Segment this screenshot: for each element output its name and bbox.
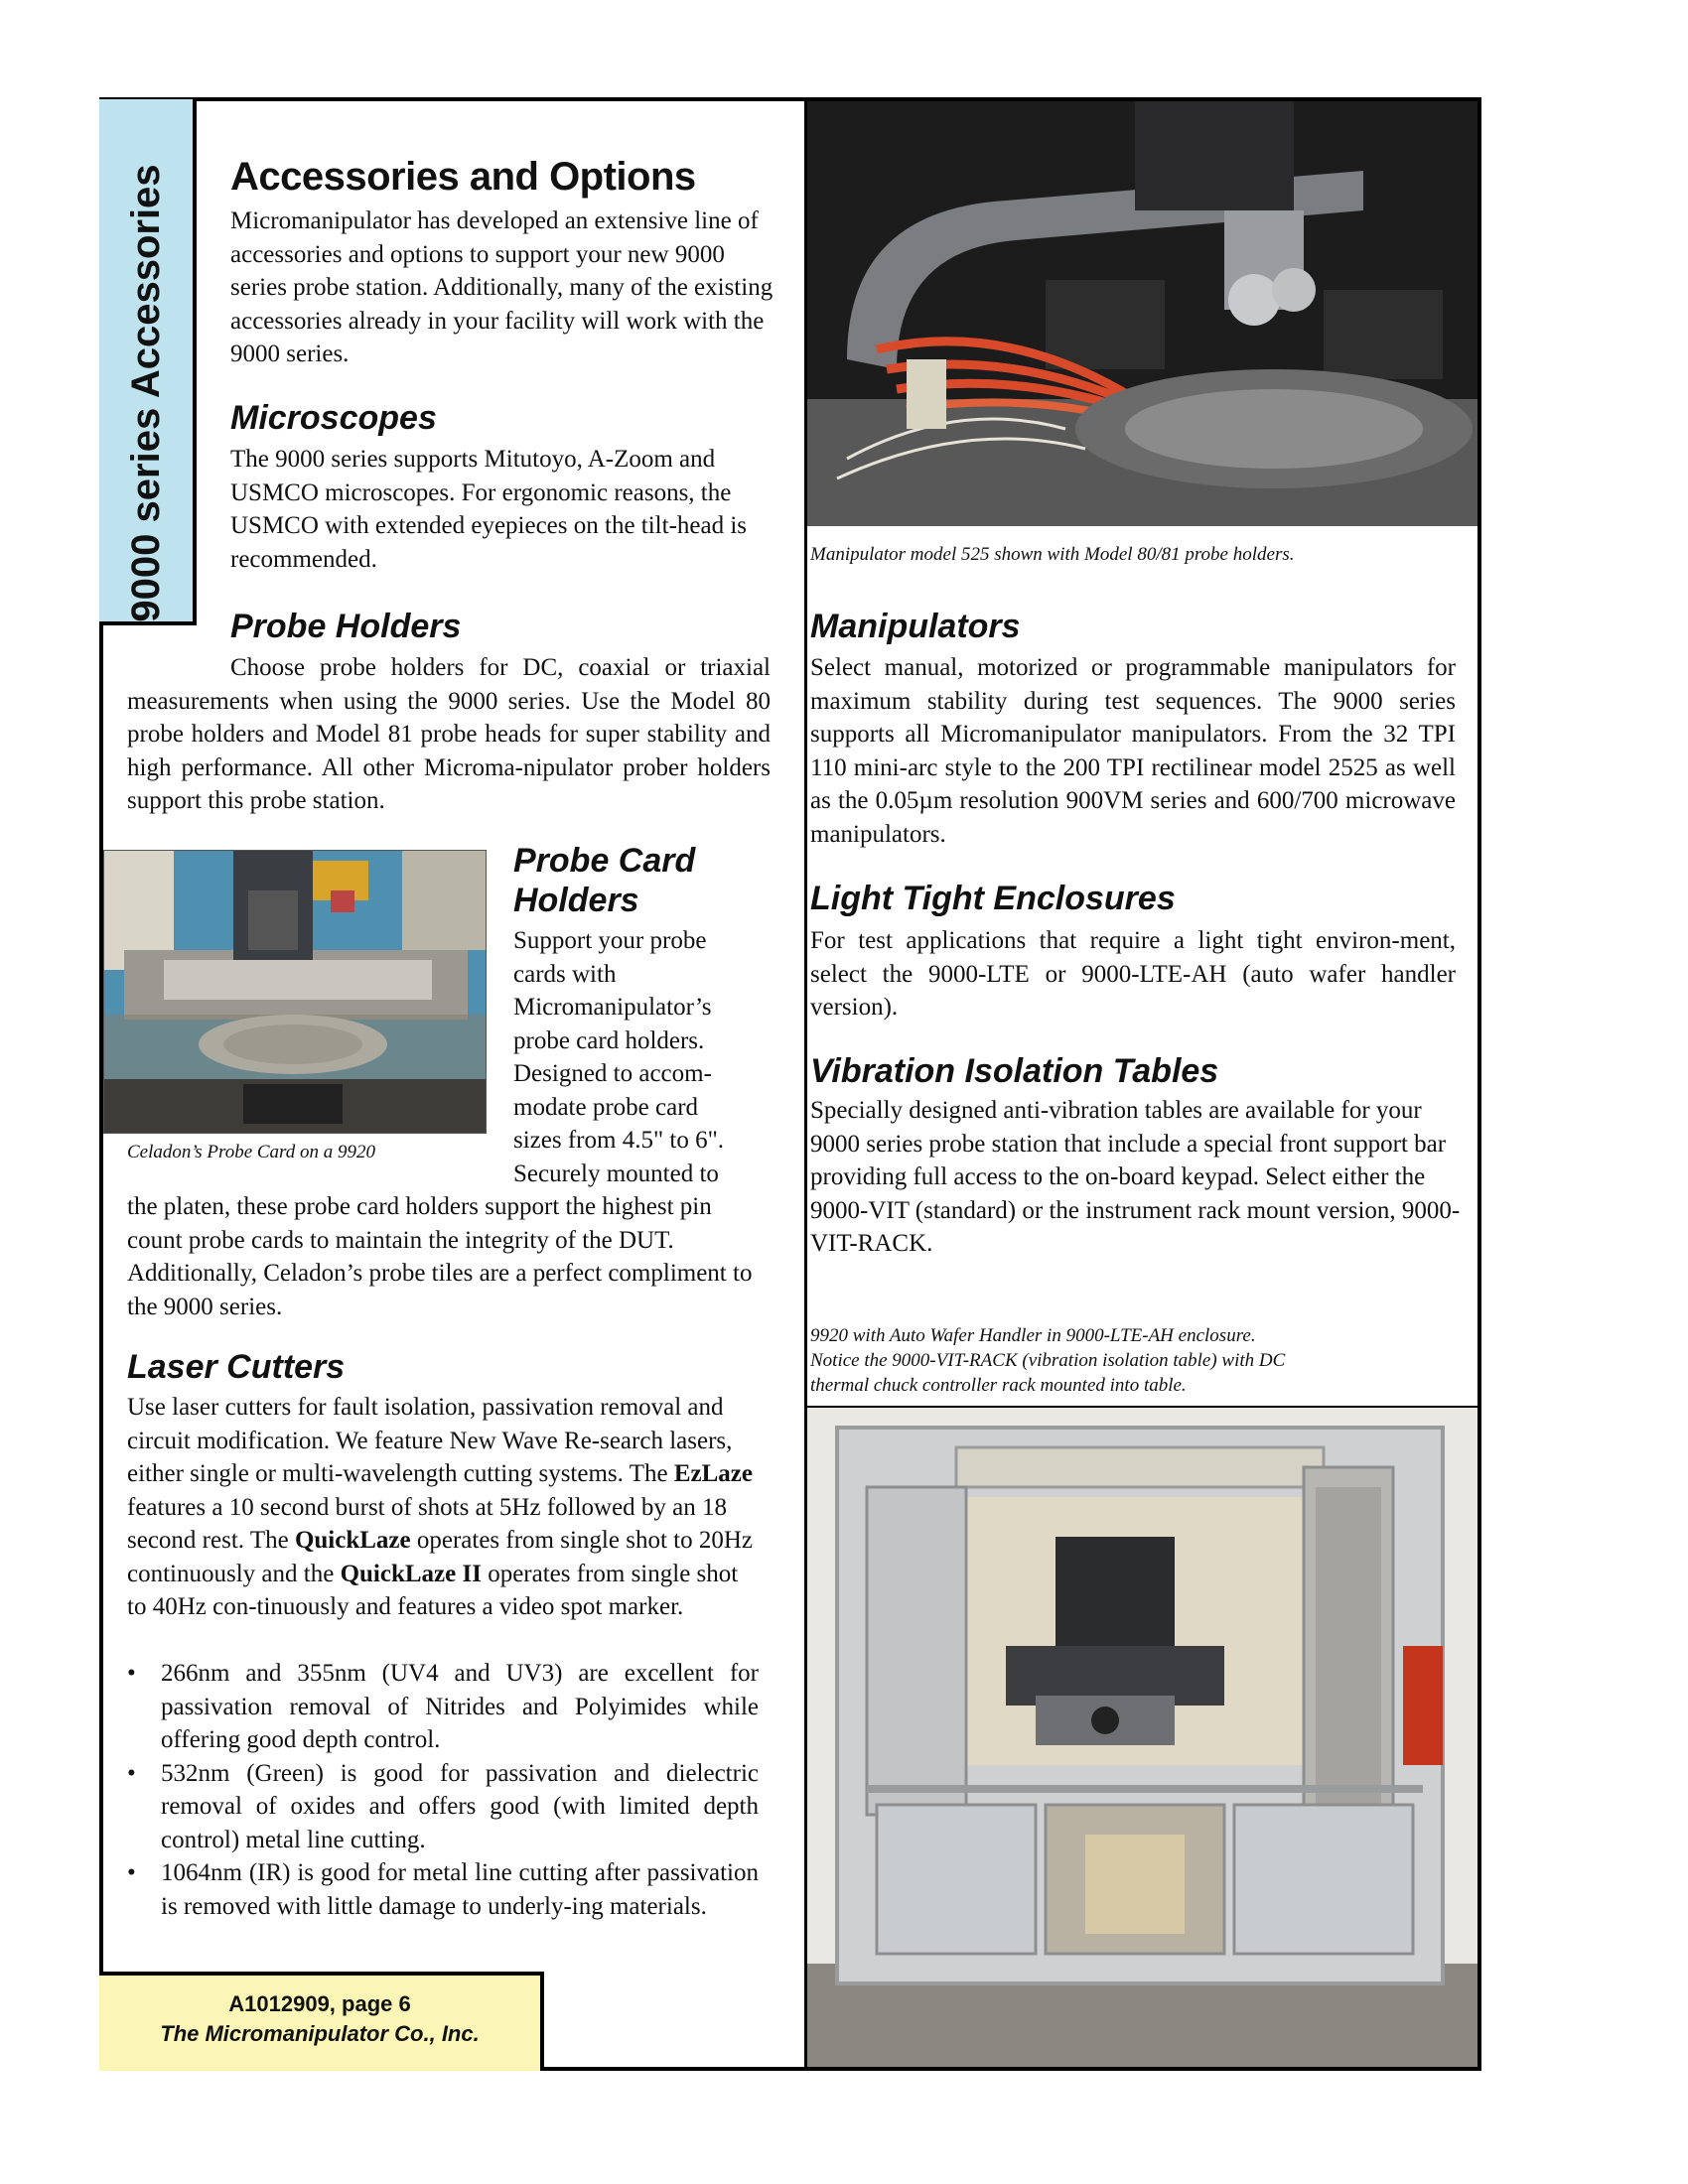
bullet-glyph: • bbox=[127, 1859, 136, 1886]
probe-card-line: Support your probe bbox=[513, 927, 707, 954]
quicklaze-ii-name: QuickLaze II bbox=[340, 1560, 482, 1587]
probe-card-heading-line1: Probe Card bbox=[513, 842, 696, 880]
probe-card-photo-illustration bbox=[104, 851, 487, 1134]
probe-card-line: sizes from 4.5" to 6". bbox=[513, 1127, 725, 1154]
laser-intro-a: Use laser cutters for fault isolation, passivation removal and circuit modification. We feature New Wave Re-search lasers, either single or multi-wavelength cutting systems. The bbox=[127, 1394, 733, 1487]
laser-bullet-text: 266nm and 355nm (UV4 and UV3) are excellent for passivation removal of Nitrides and Polyimides while offering good depth control. bbox=[161, 1660, 759, 1753]
footer-company: The Micromanipulator Co., Inc. bbox=[160, 2021, 480, 2046]
enclosure-caption bbox=[810, 1323, 1285, 1398]
manipulator-photo-caption: Manipulator model 525 shown with Model 80/81 probe holders. bbox=[810, 544, 1295, 565]
laser-bullet-text: 1064nm (IR) is good for metal line cutting after passivation is removed with little damage to underly-ing materials. bbox=[161, 1859, 759, 1920]
side-tab-label: 9000 series Accessories bbox=[124, 164, 168, 622]
vibration-text: Specially designed anti-vibration tables are available for your 9000 series probe station that include a special front support bar providing full access to the on-board keypad. Select either the 9000-VIT (standard) or the instrument rack mount version, 9000-VIT-RACK. bbox=[810, 1097, 1461, 1257]
laser-bullet-item bbox=[127, 1757, 759, 1857]
footer-box bbox=[99, 1972, 544, 2071]
probe-card-line: probe card holders. bbox=[513, 1026, 705, 1054]
probe-holders-text: Choose probe holders for DC, coaxial or triaxial measurements when using the 9000 series. Use the Model 80 probe holders and Model 81 probe heads for super stability and high performance. All other Microma-nipulator prober holders support this probe station. bbox=[127, 654, 771, 814]
probe-card-side-text bbox=[513, 924, 781, 1190]
ezlaze-name: EzLaze bbox=[673, 1460, 753, 1487]
probe-card-line: modate probe card bbox=[513, 1093, 699, 1121]
laser-bullet-item bbox=[127, 1657, 759, 1757]
enclosure-photo bbox=[807, 1406, 1477, 2067]
light-tight-text: For test applications that require a light tight environ-ment, select the 9000-LTE or 9000-LTE-AH (auto wafer handler version). bbox=[810, 927, 1456, 1021]
probe-card-photo-caption: Celadon’s Probe Card on a 9920 bbox=[127, 1142, 375, 1162]
light-tight-heading: Light Tight Enclosures bbox=[810, 880, 1176, 917]
bullet-glyph: • bbox=[127, 1759, 136, 1787]
page-title: Accessories and Options bbox=[230, 155, 696, 199]
microscopes-heading: Microscopes bbox=[230, 399, 437, 437]
probe-holders-heading: Probe Holders bbox=[230, 608, 462, 645]
laser-bullet-item bbox=[127, 1856, 759, 1923]
manipulators-heading: Manipulators bbox=[810, 608, 1021, 645]
probe-card-heading-line2: Holders bbox=[513, 882, 639, 919]
manipulator-photo-illustration bbox=[807, 101, 1477, 526]
microscopes-text: The 9000 series supports Mitutoyo, A-Zoom and USMCO microscopes. For ergonomic reasons, the USMCO with extended eyepieces on the tilt-head is recommended. bbox=[230, 446, 748, 573]
laser-bullet-list bbox=[127, 1657, 759, 1923]
laser-cutters-heading: Laser Cutters bbox=[127, 1348, 346, 1386]
manipulators-text: Select manual, motorized or programmable manipulators for maximum stability during test sequences. The 9000 series supports all Micromanipulator manipulators. From the 32 TPI 110 mini-arc style to the 200 TPI rectilinear model 2525 as well as the 0.05µm resolution 900VM series and 600/700 microwave manipulators. bbox=[810, 654, 1456, 848]
quicklaze-name: QuickLaze bbox=[294, 1527, 411, 1554]
bullet-glyph: • bbox=[127, 1660, 136, 1687]
vibration-heading: Vibration Isolation Tables bbox=[810, 1052, 1219, 1090]
laser-intro-d: operates from single shot to 40Hz con-tinuously and features a video spot marker. bbox=[127, 1560, 739, 1620]
enclosure-caption-line: 9920 with Auto Wafer Handler in 9000-LTE-AH enclosure. bbox=[810, 1325, 1256, 1346]
enclosure-caption-line: thermal chuck controller rack mounted into table. bbox=[810, 1375, 1187, 1396]
laser-intro-b: features a 10 second burst of shots at 5Hz followed by an 18 second rest. The bbox=[127, 1493, 728, 1554]
probe-card-photo bbox=[103, 850, 487, 1134]
enclosure-caption-line: Notice the 9000-VIT-RACK (vibration isolation table) with DC bbox=[810, 1350, 1286, 1371]
probe-card-line: Designed to accom- bbox=[513, 1060, 712, 1087]
probe-card-line: cards with bbox=[513, 960, 617, 988]
side-tab bbox=[99, 99, 197, 625]
intro-text: Micromanipulator has developed an extensive line of accessories and options to support your new 9000 series probe station. Additionally, many of the existing accessories already in your facility will work with the 9000 series. bbox=[230, 207, 774, 367]
manipulator-photo bbox=[807, 101, 1477, 526]
enclosure-photo-illustration bbox=[807, 1408, 1477, 2067]
laser-cutters-intro bbox=[127, 1391, 763, 1624]
laser-bullet-text: 532nm (Green) is good for passivation and dielectric removal of oxides and offers good (with limited depth control) metal line cutting. bbox=[161, 1759, 759, 1853]
probe-card-line: Securely mounted to bbox=[513, 1160, 719, 1187]
footer-doc-id: A1012909, page 6 bbox=[228, 1991, 411, 2016]
probe-card-line: Micromanipulator’s bbox=[513, 994, 712, 1021]
probe-card-continuation: the platen, these probe card holders support the highest pin count probe cards to maintain the integrity of the DUT. Additionally, Celadon’s probe tiles are a perfect compliment to the 9000 series. bbox=[127, 1193, 753, 1320]
laser-intro-c: operates from single shot to 20Hz continuously and the bbox=[127, 1527, 753, 1587]
